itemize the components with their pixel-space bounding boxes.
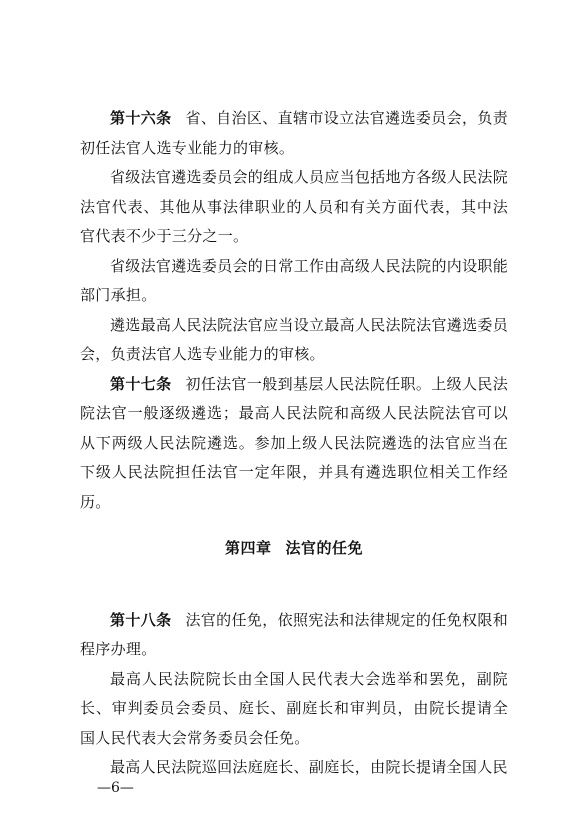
article-16-text: 省、自治区、直辖市设立法官遴选委员会，负责初任法官人选专业能力的审核。 — [80, 109, 508, 157]
article-18-paragraph-3: 最高人民法院巡回法庭庭长、副庭长，由院长提请全国人民 — [110, 758, 508, 776]
article-18-text: 法官的任免，依照宪法和法律规定的任免权限和程序办理。 — [80, 610, 508, 658]
page-number: —6— — [97, 780, 134, 796]
article-18-paragraph — [80, 606, 508, 665]
article-18-paragraph-2: 最高人民法院院长由全国人民代表大会选举和罢免，副院长、审判委员会委员、庭长、副庭长和审判员，由院长提请全国人民代表大会常务委员会任免。 — [80, 669, 508, 747]
chapter-heading — [80, 534, 508, 564]
article-17-text: 初任法官一般到基层人民法院任职。上级人民法院法官一般逐级遴选；最高人民法院和高级人民法院法官可以从下两级人民法院遴选。参加上级人民法院遴选的法官应当在下级人民法院担任法官一定年限，并具有遴选职位相关工作经历。 — [80, 374, 508, 511]
article-16-paragraph — [80, 104, 508, 163]
article-16-title: 第十六条 — [110, 109, 172, 127]
article-16-paragraph-3: 省级法官遴选委员会的日常工作由高级人民法院的内设职能部门承担。 — [80, 256, 508, 304]
article-17-title: 第十七条 — [110, 374, 172, 393]
article-16-paragraph-4: 遴选最高人民法院法官应当设立最高人民法院法官遴选委员会，负责法官人选专业能力的审核。 — [80, 315, 508, 363]
article-18-title: 第十八条 — [110, 610, 172, 629]
body-text — [80, 104, 508, 783]
chapter-title: 法官的任免 — [285, 539, 364, 557]
chapter-number: 第四章 — [224, 539, 272, 557]
article-17-paragraph — [80, 370, 508, 518]
article-16-paragraph-2: 省级法官遴选委员会的组成人员应当包括地方各级人民法院法官代表、其他从事法律职业的人员和有关方面代表，其中法官代表不少于三分之一。 — [80, 168, 508, 245]
